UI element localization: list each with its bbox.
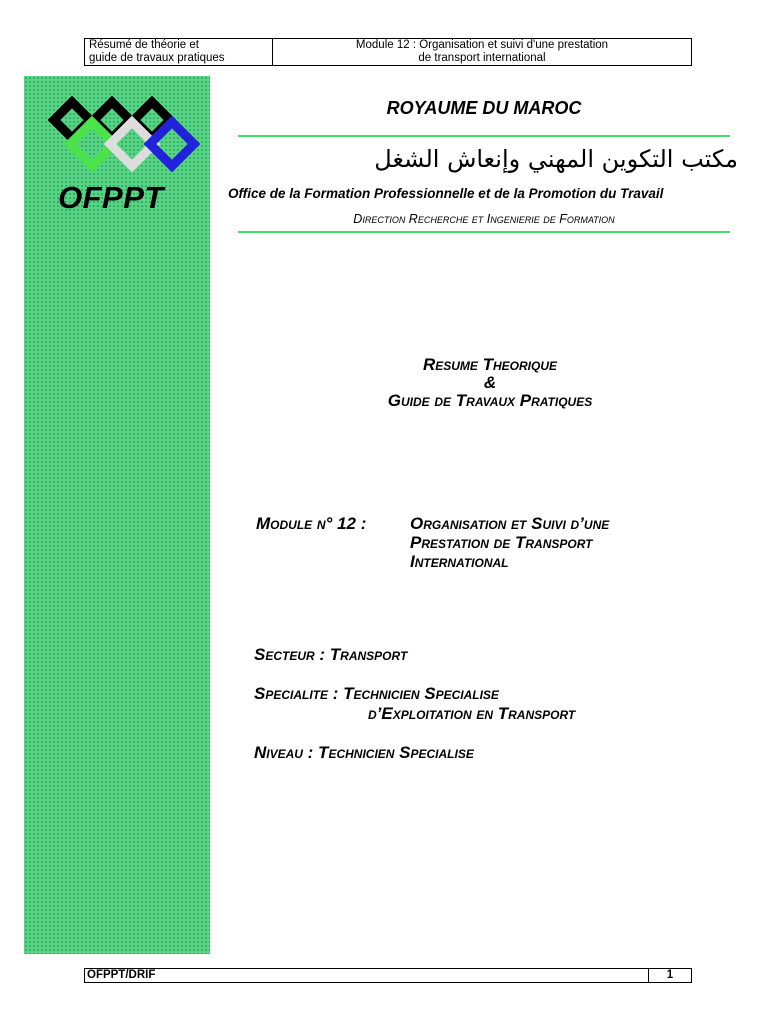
doc-type-line3: Guide de Travaux Pratiques xyxy=(387,391,593,410)
specialite-line1: Specialite : Technicien Specialise xyxy=(254,684,499,703)
direction-name: Direction Recherche et Ingenierie de Formation xyxy=(353,212,615,226)
footer-left: OFPPT/DRIF xyxy=(87,969,156,981)
logo-text: OFPPT xyxy=(58,180,164,215)
country-title: ROYAUME DU MAROC xyxy=(386,98,582,118)
specialite-line2: d’Exploitation en Transport xyxy=(368,704,576,723)
page-number: 1 xyxy=(648,969,691,982)
office-name: Office de la Formation Professionnelle et de la Promotion du Travail xyxy=(228,186,664,201)
header-right-line1: Module 12 : Organisation et suivi d'une prestation xyxy=(355,39,609,51)
document-type xyxy=(300,356,680,410)
module-title-line2: Prestation de Transport xyxy=(410,533,593,552)
header-left-cell xyxy=(85,39,273,65)
specialite xyxy=(254,684,575,724)
page-header xyxy=(84,38,692,66)
doc-type-line2: & xyxy=(483,373,497,392)
module-number: Module n° 12 : xyxy=(256,514,367,533)
secteur: Secteur : Transport xyxy=(254,645,408,664)
module-title-line3: International xyxy=(410,552,509,571)
interlocked-squares-logo-icon xyxy=(46,94,212,174)
module-title-line1: Organisation et Suivi d’une xyxy=(410,514,610,533)
header-left-line1: Résumé de théorie et xyxy=(89,39,199,51)
header-right-cell xyxy=(273,39,691,65)
green-rule-bottom xyxy=(238,231,730,233)
module-title xyxy=(410,514,710,571)
arabic-institution-name: مكتب التكوين المهني وإنعاش الشغل xyxy=(374,145,738,173)
green-rule-top xyxy=(238,135,730,137)
header-right-line2: de transport international xyxy=(418,52,546,64)
page-footer xyxy=(84,968,692,983)
niveau: Niveau : Technicien Specialise xyxy=(254,743,474,762)
header-left-line2: guide de travaux pratiques xyxy=(89,52,225,64)
doc-type-line1: Resume Theorique xyxy=(422,355,558,374)
